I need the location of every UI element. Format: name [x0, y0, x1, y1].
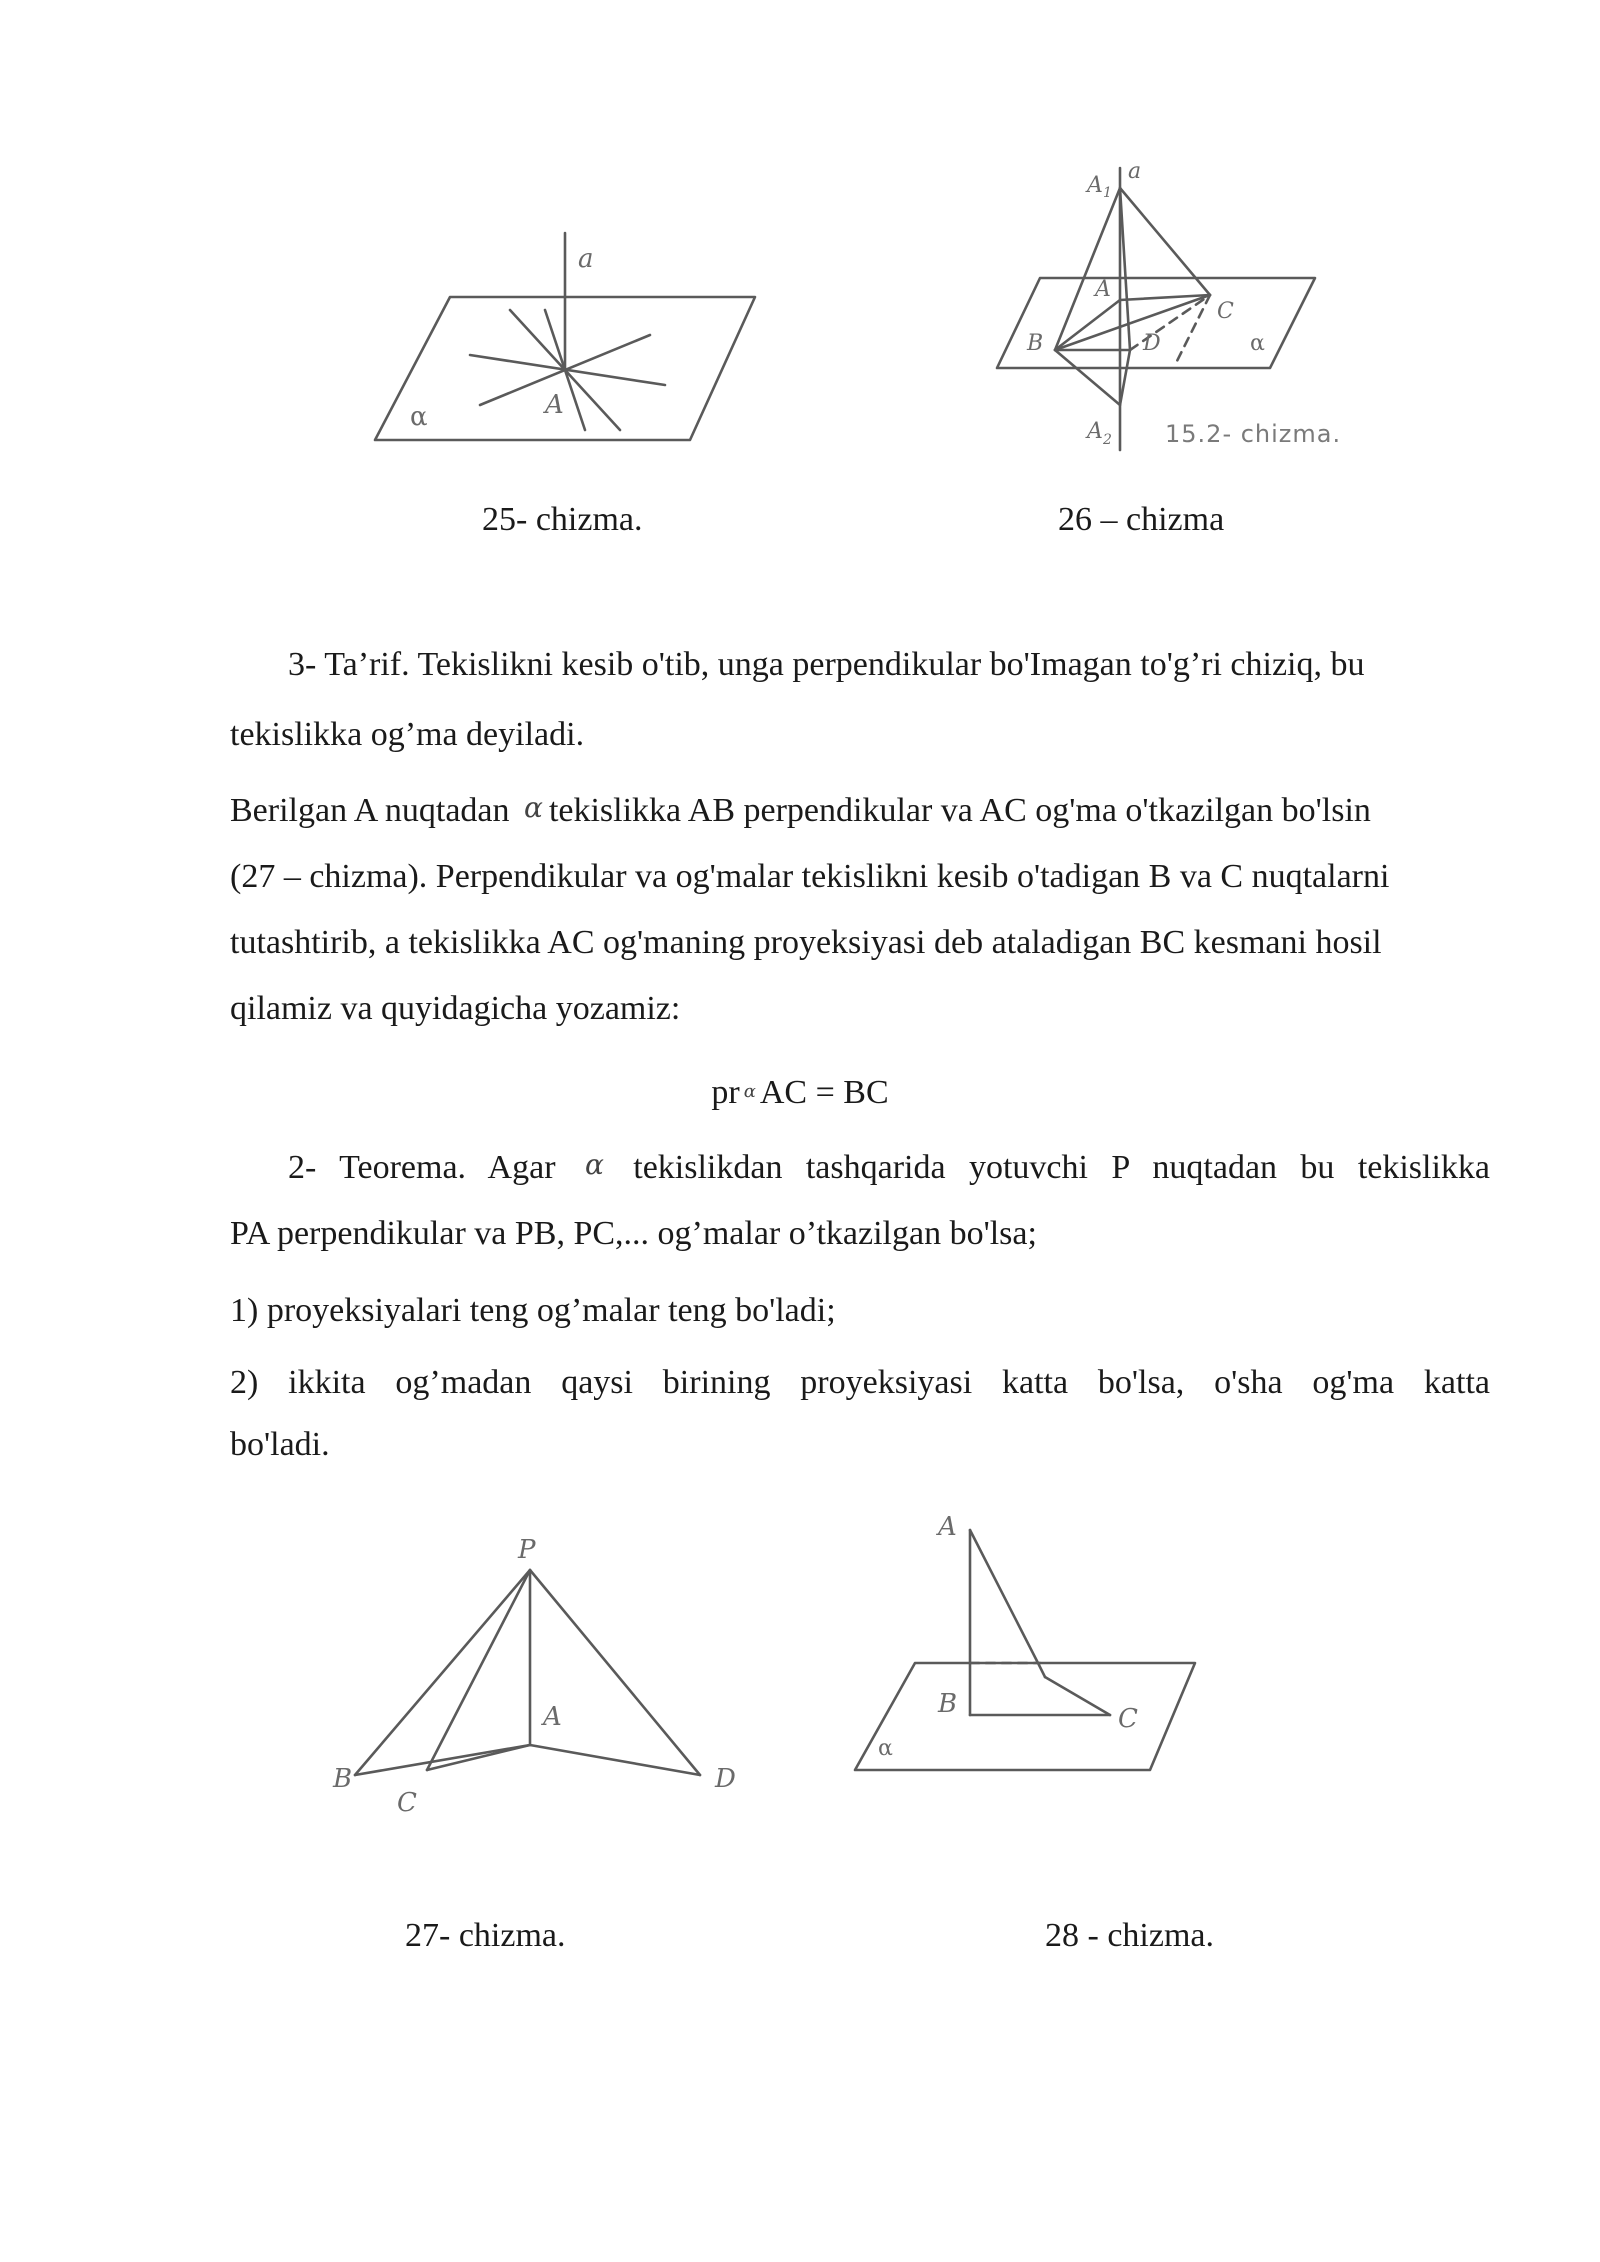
given-line-4: qilamiz va quyidagicha yozamiz: — [230, 990, 681, 1027]
definition-paragraph-cont — [230, 702, 1490, 768]
caption-27: 27- chizma. — [405, 1917, 566, 1954]
label-a: a — [578, 244, 594, 274]
label-A2: A — [1087, 419, 1103, 444]
definition-paragraph — [230, 632, 1490, 698]
item-1 — [230, 1278, 1490, 1344]
given-part-1: Berilgan A nuqtadan — [230, 792, 510, 829]
alpha-symbol-theorem: α — [584, 1148, 604, 1181]
item-2-line-2: bo'ladi. — [230, 1426, 330, 1463]
item-2 — [230, 1350, 1490, 1478]
projection-formula — [0, 1072, 1600, 1113]
definition-line-1: 3- Ta’rif. Tekislikni kesib o'tib, unga perpendikular bo'Imagan to'g’ri chiziq, bu — [288, 646, 1365, 683]
segment-A-C-upper — [970, 1530, 1038, 1663]
segment-A-D — [530, 1745, 700, 1775]
segment-P-B — [355, 1570, 530, 1775]
label-B: B — [1027, 331, 1044, 356]
alpha-symbol: α — [524, 791, 543, 824]
label-a: a — [1128, 159, 1142, 184]
label-B: B — [938, 1689, 958, 1719]
segment-D-C — [1130, 295, 1210, 350]
label-B: B — [333, 1764, 353, 1794]
item-2-line-1: 2) ikkita og’madan qaysi birining proyeksiyasi katta bo'lsa, o'sha og'ma katta — [230, 1364, 1490, 1401]
label-alpha: α — [410, 402, 428, 432]
plane-alpha — [855, 1663, 1195, 1770]
segment-A-C-mid — [1038, 1663, 1045, 1677]
label-C: C — [397, 1788, 417, 1818]
label-C: C — [1118, 1704, 1138, 1734]
formula-rest: AC = BC — [759, 1074, 889, 1111]
figure-27 — [325, 1525, 755, 1825]
theorem-paragraph — [230, 1132, 1490, 1267]
formula-alpha: α — [743, 1081, 756, 1102]
segment-B-A2 — [1055, 350, 1120, 405]
caption-25: 25- chizma. — [482, 501, 643, 538]
segment-P-C — [427, 1570, 530, 1770]
label-P: P — [518, 1535, 536, 1565]
figure-28-drawing — [850, 1505, 1210, 1795]
segment-D-A2 — [1120, 350, 1130, 405]
label-A1-sub: 1 — [1103, 185, 1112, 201]
definition-line-2: tekislikka og’ma deyiladi. — [230, 716, 585, 753]
label-alpha: α — [878, 1736, 893, 1761]
label-A2-sub: 2 — [1103, 432, 1112, 448]
caption-28: 28 - chizma. — [1045, 1917, 1214, 1954]
given-part-2: tekislikka AB perpendikular va AC og'ma o'tkazilgan bo'lsin — [548, 792, 1371, 829]
segment-C-A — [427, 1745, 530, 1770]
theorem-line-1 — [230, 1132, 1490, 1201]
figure-26 — [995, 160, 1375, 460]
theorem-part-2: tekislikdan tashqarida yotuvchi P nuqtadan bu tekislikka — [633, 1149, 1491, 1186]
label-A1: A — [1087, 173, 1103, 198]
item-1-text: 1) proyeksiyalari teng og’malar teng bo'ladi; — [230, 1292, 836, 1329]
label-D: D — [1143, 331, 1161, 356]
segment-A-C-lower — [1045, 1677, 1110, 1715]
figure-25-drawing — [370, 225, 770, 455]
label-D: D — [715, 1764, 736, 1794]
given-line-2: (27 – chizma). Perpendikular va og'malar tekislikni kesib o'tadigan B va C nuqtalarni — [230, 858, 1390, 895]
figure-25 — [370, 225, 770, 455]
label-A: A — [545, 390, 564, 420]
label-A: A — [543, 1702, 562, 1732]
label-C: C — [1217, 299, 1234, 324]
segment-P-D — [530, 1570, 700, 1775]
caption-26: 26 – chizma — [1058, 501, 1225, 538]
theorem-line-2: PA perpendikular va PB, PC,... og’malar o’tkazilgan bo'lsa; — [230, 1215, 1037, 1252]
figure-26-drawing — [995, 160, 1375, 460]
theorem-part-1: 2- Teorema. Agar — [288, 1149, 556, 1186]
given-paragraph — [230, 775, 1490, 1042]
label-alpha: α — [1250, 331, 1265, 356]
formula-pr: pr — [711, 1074, 740, 1111]
given-line-3: tutashtirib, a tekislikka AC og'maning proyeksiyasi deb ataladigan BC kesmani hosil — [230, 924, 1382, 961]
figure-28 — [850, 1505, 1210, 1795]
label-A: A — [938, 1512, 957, 1542]
figure-27-drawing — [325, 1525, 755, 1825]
segment-B-A — [355, 1745, 530, 1775]
figure-26-note: 15.2- chizma. — [1165, 420, 1342, 448]
given-line-1 — [230, 775, 1490, 844]
label-A: A — [1095, 277, 1111, 302]
